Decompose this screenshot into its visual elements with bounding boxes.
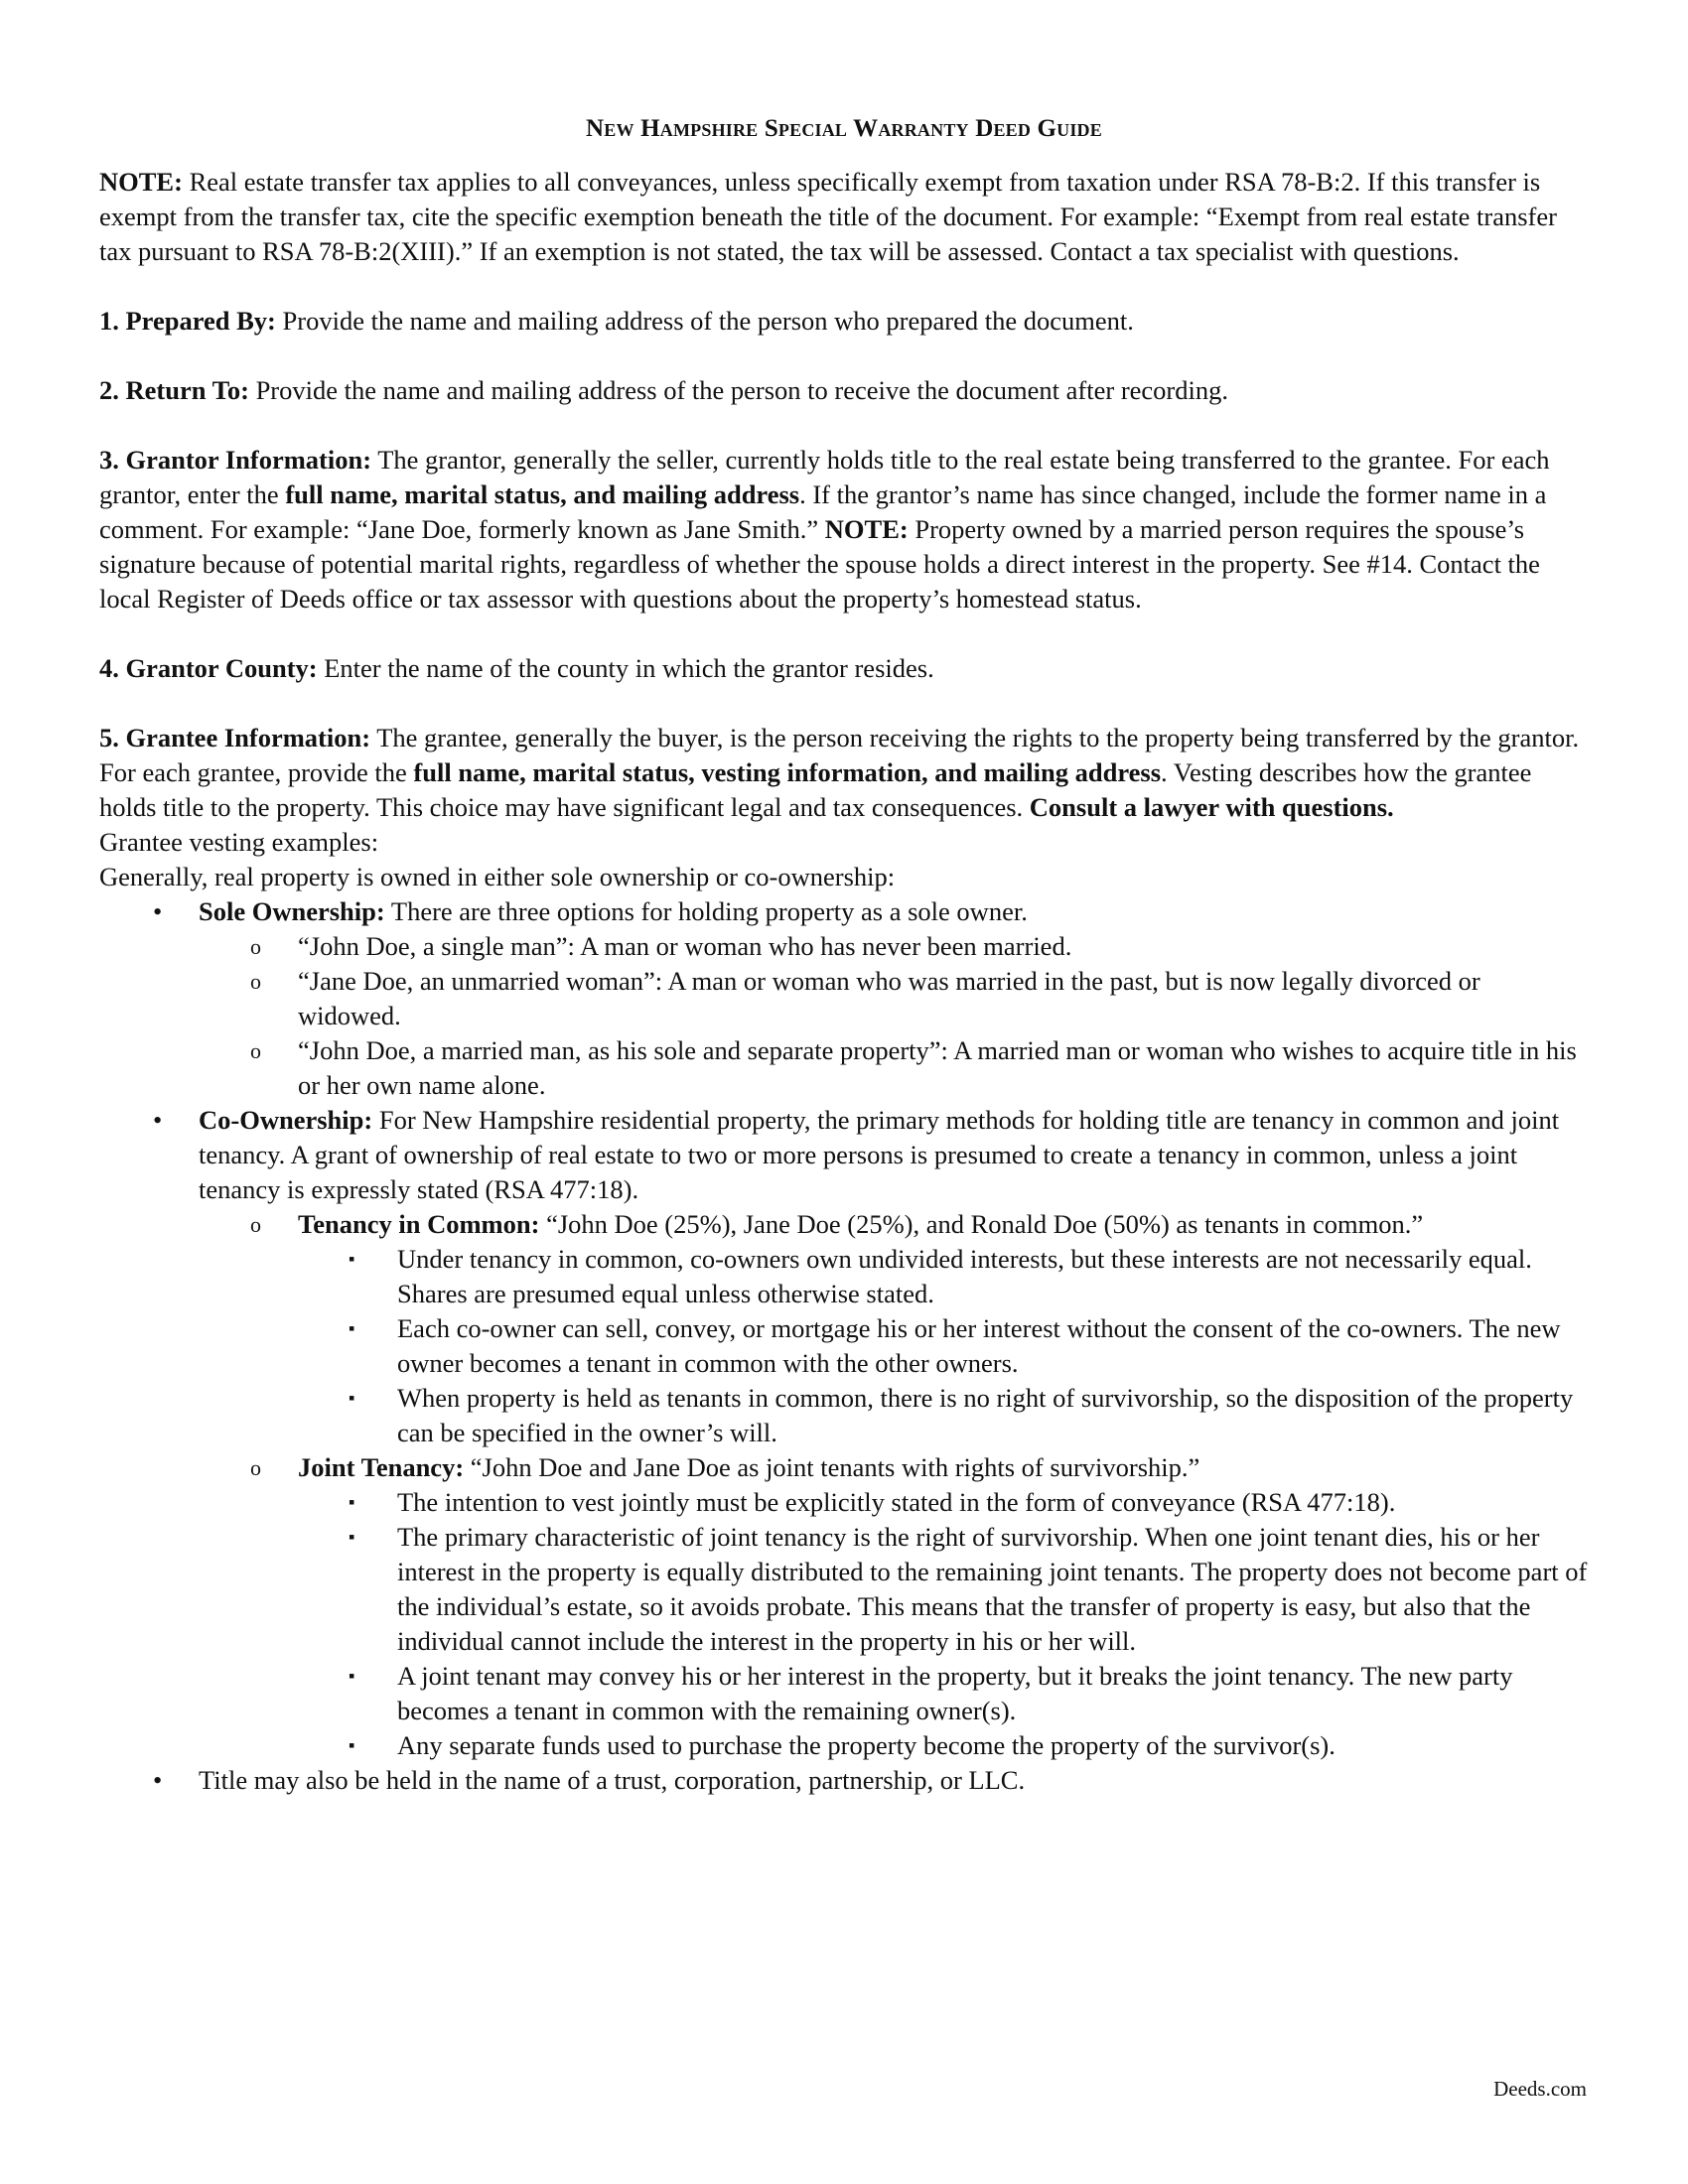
- footer-brand: Deeds.com: [1493, 2077, 1587, 2101]
- list-item-label: Co-Ownership:: [199, 1105, 373, 1135]
- emphasis-text: full name, marital status, and mailing address: [285, 479, 800, 509]
- section-prepared-by: [99, 304, 1589, 339]
- section-grantee-information: [99, 721, 1589, 825]
- list-item-text: For New Hampshire residential property, the primary methods for holding title are tenancy in common and joint tenancy. A grant of ownership of real estate to two or more persons is presumed to create a tenancy in common, unless a joint tenancy is expressly stated (RSA 477:18).: [199, 1105, 1560, 1204]
- list-item-tenancy-in-common: [99, 1207, 1589, 1450]
- list-item: ▪ Any separate funds used to purchase the property become the property of the survivor(s).: [99, 1728, 1589, 1763]
- sole-ownership-list: [199, 929, 1589, 1103]
- list-item-label: Sole Ownership:: [199, 896, 385, 926]
- section-return-to: [99, 373, 1589, 408]
- tenancy-in-common-list: [298, 1242, 1589, 1450]
- vesting-list: [99, 894, 1589, 1798]
- emphasis-text: NOTE:: [824, 514, 909, 544]
- list-item: ▪ When property is held as tenants in common, there is no right of survivorship, so the disposition of the property can be specified in the owner’s will.: [99, 1381, 1589, 1450]
- list-item-label: Joint Tenancy:: [298, 1452, 465, 1482]
- section-label: 3. Grantor Information:: [99, 445, 372, 475]
- section-text: . If the grantor’s name has since changed, include the former name in a comment. For example: “Jane Doe, formerly known as Jane Smith.”: [99, 479, 1547, 544]
- section-grantor-county: [99, 651, 1589, 686]
- section-text: . Vesting describes how the grantee holds title to the property. This choice may have significant legal and tax consequences.: [99, 757, 1532, 822]
- note-paragraph: [99, 165, 1589, 269]
- section-label: 1. Prepared By:: [99, 306, 276, 336]
- section-label: 2. Return To:: [99, 375, 249, 405]
- list-item-sole-ownership: [99, 894, 1589, 1103]
- list-item: ▪ The intention to vest jointly must be explicitly stated in the form of conveyance (RSA 477:18).: [99, 1485, 1589, 1520]
- list-item: ▪ Each co-owner can sell, convey, or mortgage his or her interest without the consent of the co-owners. The new owner becomes a tenant in common with the other owners.: [99, 1311, 1589, 1381]
- section-text: The grantor, generally the seller, currently holds title to the real estate being transferred to the grantee. For each grantor, enter the: [99, 445, 1550, 509]
- list-item-text: “John Doe (25%), Jane Doe (25%), and Ronald Doe (50%) as tenants in common.”: [539, 1209, 1424, 1239]
- list-item-joint-tenancy: [99, 1450, 1589, 1763]
- joint-tenancy-list: [298, 1485, 1589, 1763]
- section-text: Provide the name and mailing address of the person to receive the document after recording.: [248, 375, 1228, 405]
- vesting-heading: Grantee vesting examples:: [99, 827, 379, 857]
- section-text: Provide the name and mailing address of the person who prepared the document.: [275, 306, 1134, 336]
- section-text: The grantee, generally the buyer, is the person receiving the rights to the property being transferred by the grantor. For each grantee, provide the: [99, 723, 1580, 787]
- list-item-label: Tenancy in Common:: [298, 1209, 540, 1239]
- section-label: 4. Grantor County:: [99, 653, 318, 683]
- section-grantor-information: [99, 443, 1589, 616]
- page-title: New Hampshire Special Warranty Deed Guide: [586, 115, 1102, 142]
- vesting-intro: Generally, real property is owned in either sole ownership or co-ownership:: [99, 862, 896, 891]
- co-ownership-list: [199, 1207, 1589, 1763]
- note-label: NOTE:: [99, 167, 183, 197]
- section-text: Enter the name of the county in which the grantor resides.: [317, 653, 934, 683]
- emphasis-text: Consult a lawyer with questions.: [1029, 792, 1394, 822]
- note-text: Real estate transfer tax applies to all conveyances, unless specifically exempt from taxation under RSA 78-B:2. If this transfer is exempt from the transfer tax, cite the specific exemption beneath the title of the document. For example: “Exempt from real estate transfer tax pursuant to RSA 78-B:2(XIII).” If an exemption is not stated, the tax will be assessed. Contact a tax specialist with questions.: [99, 167, 1557, 266]
- list-item: ▪ The primary characteristic of joint tenancy is the right of survivorship. When one joint tenant dies, his or her interest in the property is equally distributed to the remaining joint tenants. The property does not become part of the individual’s estate, so it avoids probate. This means that the transfer of property is easy, but also that the individual cannot include the interest in the property in his or her will.: [99, 1520, 1589, 1659]
- list-item-other-title: • Title may also be held in the name of a trust, corporation, partnership, or LLC.: [99, 1763, 1589, 1798]
- list-item-text: There are three options for holding property as a sole owner.: [384, 896, 1028, 926]
- section-text: Property owned by a married person requires the spouse’s signature because of potential marital rights, regardless of whether the spouse holds a direct interest in the property. See #14. Contact the local Register of Deeds office or tax assessor with questions about the property’s homestead status.: [99, 514, 1540, 614]
- list-item: ▪ Under tenancy in common, co-owners own undivided interests, but these interests are not necessarily equal. Shares are presumed equal unless otherwise stated.: [99, 1242, 1589, 1311]
- list-item: o “John Doe, a married man, as his sole and separate property”: A married man or woman who wishes to acquire title in his or her own name alone.: [99, 1033, 1589, 1103]
- list-item: o “Jane Doe, an unmarried woman”: A man or woman who was married in the past, but is now legally divorced or widowed.: [99, 964, 1589, 1033]
- emphasis-text: full name, marital status, vesting information, and mailing address: [413, 757, 1162, 787]
- section-label: 5. Grantee Information:: [99, 723, 371, 752]
- list-item-co-ownership: [99, 1103, 1589, 1763]
- list-item: o “John Doe, a single man”: A man or woman who has never been married.: [99, 929, 1589, 964]
- list-item-text: “John Doe and Jane Doe as joint tenants with rights of survivorship.”: [464, 1452, 1200, 1482]
- list-item: ▪ A joint tenant may convey his or her interest in the property, but it breaks the joint tenancy. The new party becomes a tenant in common with the remaining owner(s).: [99, 1659, 1589, 1728]
